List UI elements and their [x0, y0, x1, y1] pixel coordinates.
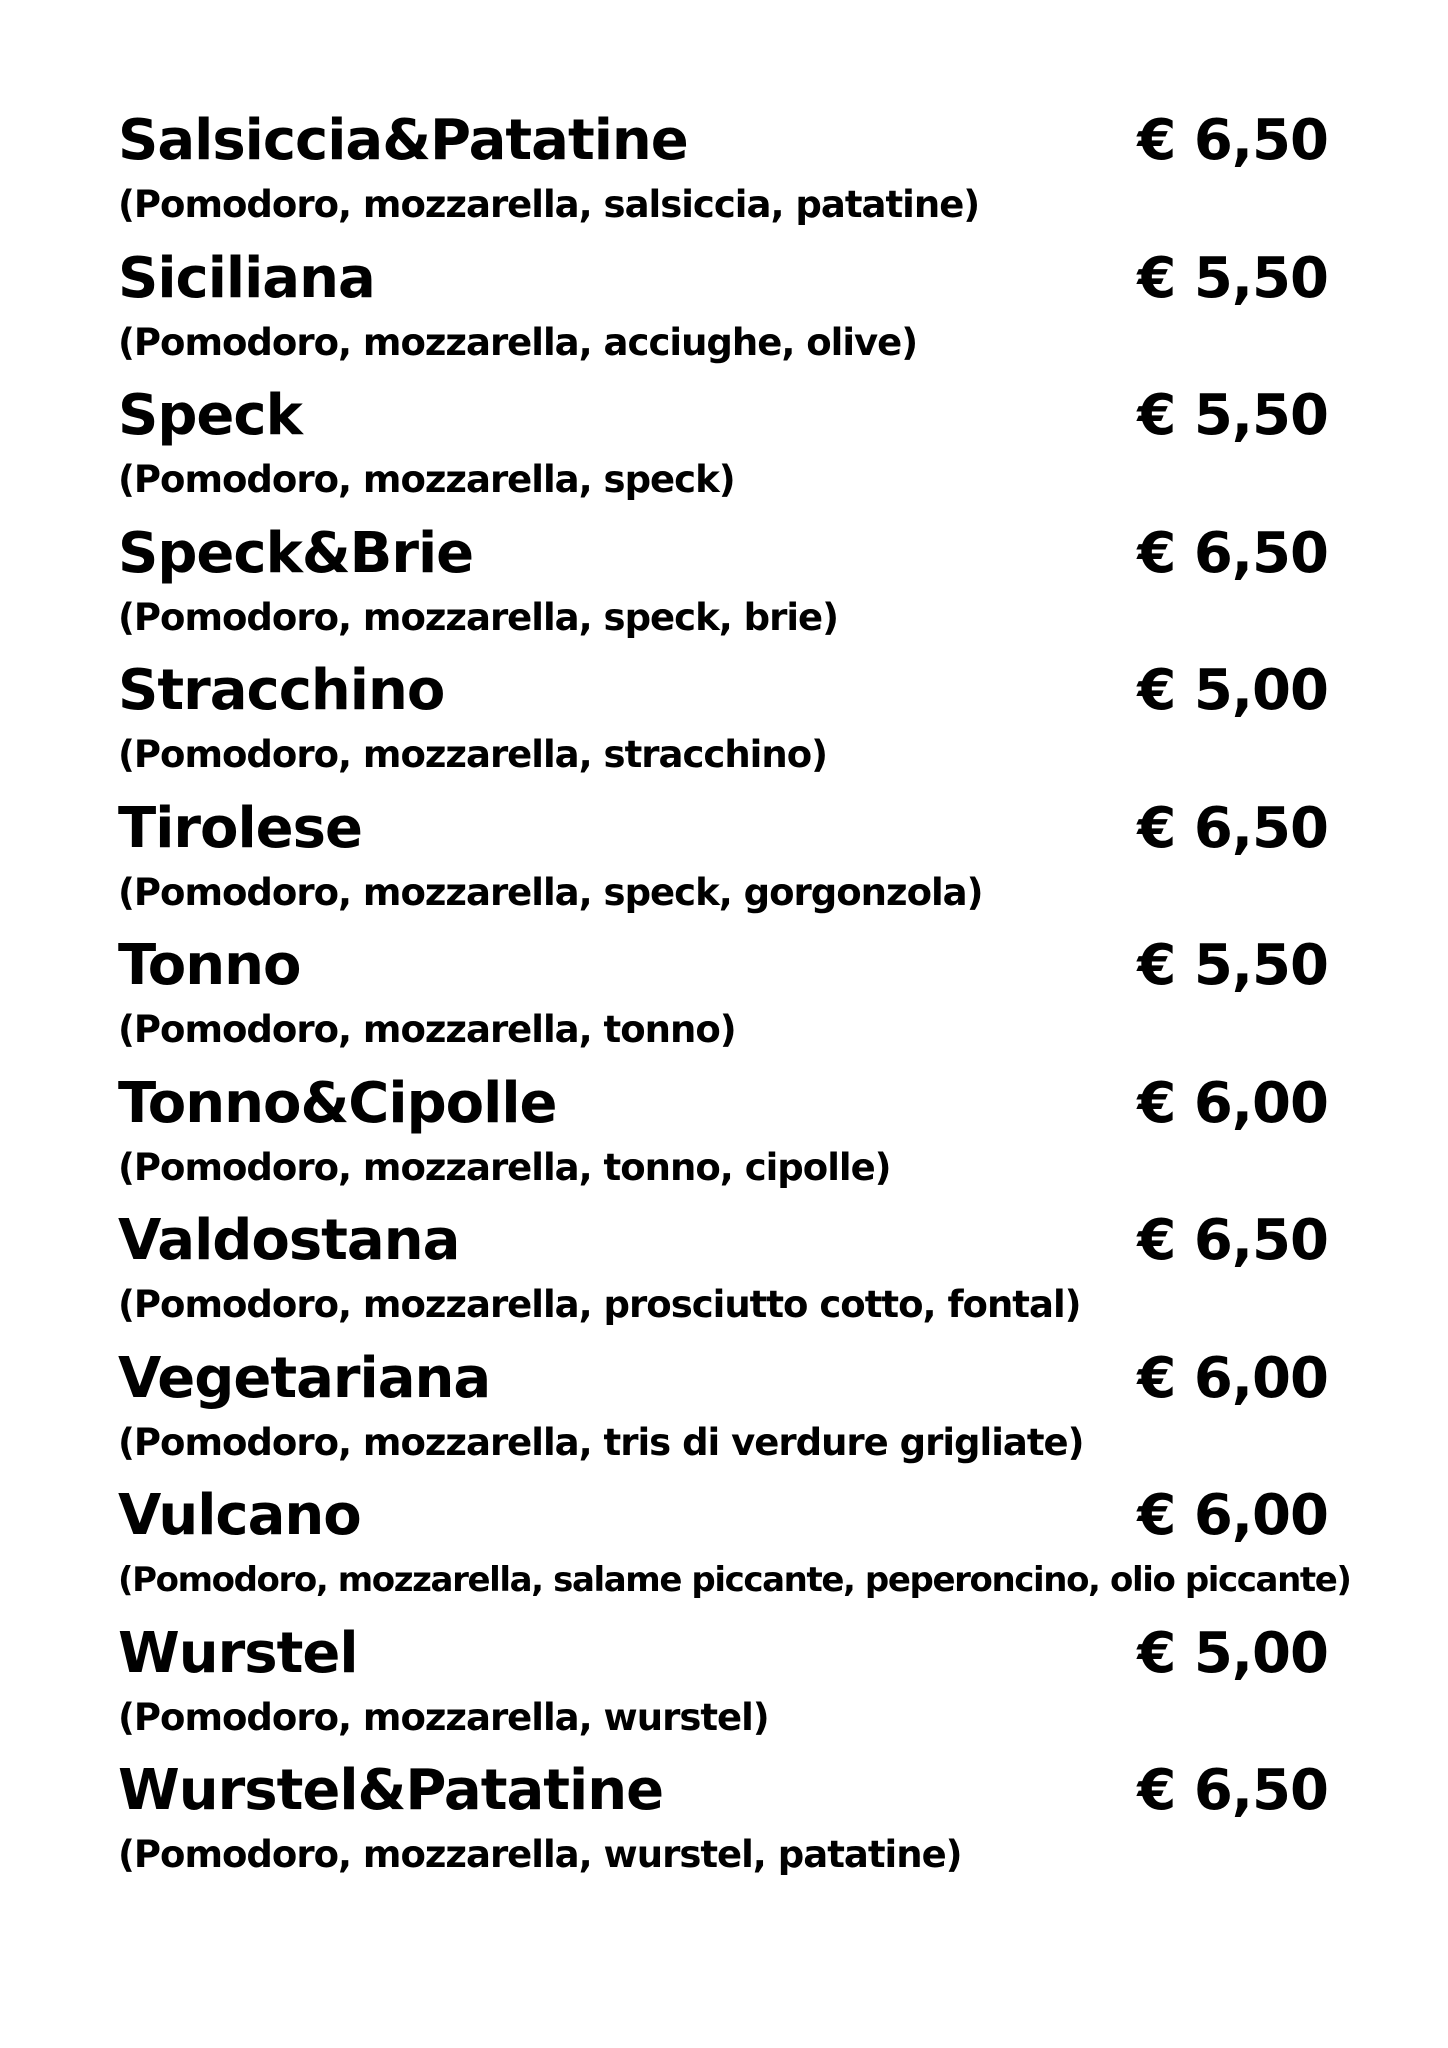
item-name: Speck&Brie [118, 520, 474, 586]
item-name: Tonno [118, 933, 301, 998]
menu-item-vegetariana [118, 1342, 1328, 1480]
item-name: Siciliana [118, 245, 375, 311]
item-price: € 6,50 [1137, 1208, 1328, 1273]
menu-item-stracchino [118, 654, 1328, 792]
item-name: Tirolese [118, 795, 362, 861]
item-description: (Pomodoro, mozzarella, prosciutto cotto, fontal) [118, 1283, 1081, 1326]
item-description: (Pomodoro, mozzarella, wurstel) [118, 1695, 769, 1739]
menu-item-speck [118, 379, 1328, 517]
item-description: (Pomodoro, mozzarella, tris di verdure grigliate) [118, 1420, 1084, 1464]
item-name: Speck [118, 383, 302, 448]
item-description: (Pomodoro, mozzarella, speck, brie) [118, 595, 839, 639]
item-description: (Pomodoro, mozzarella, tonno, cipolle) [118, 1145, 891, 1189]
item-price: € 5,00 [1137, 658, 1328, 723]
item-price: € 6,00 [1137, 1070, 1328, 1136]
item-price: € 6,50 [1137, 1758, 1328, 1823]
item-price: € 6,50 [1137, 520, 1328, 586]
item-price: € 6,50 [1137, 108, 1328, 173]
item-description: (Pomodoro, mozzarella, salame piccante, peperoncino, olio piccante) [118, 1560, 1351, 1600]
item-price: € 5,00 [1137, 1620, 1328, 1686]
item-description: (Pomodoro, mozzarella, speck, gorgonzola) [118, 870, 983, 914]
item-name: Wurstel&Patatine [118, 1758, 664, 1823]
item-price: € 5,50 [1137, 383, 1328, 448]
item-name: Wurstel [118, 1620, 358, 1686]
item-price: € 6,00 [1137, 1345, 1328, 1411]
menu-item-salsiccia-patatine [118, 104, 1328, 242]
menu-item-tonno [118, 929, 1328, 1067]
item-description: (Pomodoro, mozzarella, wurstel, patatine) [118, 1833, 962, 1876]
item-description: (Pomodoro, mozzarella, stracchino) [118, 733, 828, 776]
menu-item-vulcano [118, 1479, 1351, 1617]
item-description: (Pomodoro, mozzarella, speck) [118, 458, 735, 501]
menu-item-wurstel [118, 1617, 1328, 1755]
menu-item-wurstel-patatine [118, 1754, 1328, 1892]
item-price: € 6,50 [1137, 795, 1328, 861]
menu-item-valdostana [118, 1204, 1328, 1342]
item-price: € 6,00 [1137, 1483, 1328, 1548]
item-name: Tonno&Cipolle [118, 1070, 557, 1136]
menu-list [118, 104, 1351, 1892]
menu-item-tirolese [118, 792, 1328, 930]
menu-item-siciliana [118, 242, 1328, 380]
item-description: (Pomodoro, mozzarella, tonno) [118, 1008, 736, 1051]
menu-item-tonno-cipolle [118, 1067, 1328, 1205]
item-description: (Pomodoro, mozzarella, acciughe, olive) [118, 320, 918, 364]
item-name: Salsiccia&Patatine [118, 108, 688, 173]
item-price: € 5,50 [1137, 933, 1328, 998]
item-name: Stracchino [118, 658, 445, 723]
item-name: Vulcano [118, 1483, 361, 1548]
item-name: Vegetariana [118, 1345, 491, 1411]
item-description: (Pomodoro, mozzarella, salsiccia, patatine) [118, 183, 980, 226]
item-name: Valdostana [118, 1208, 460, 1273]
menu-item-speck-brie [118, 517, 1328, 655]
item-price: € 5,50 [1137, 245, 1328, 311]
